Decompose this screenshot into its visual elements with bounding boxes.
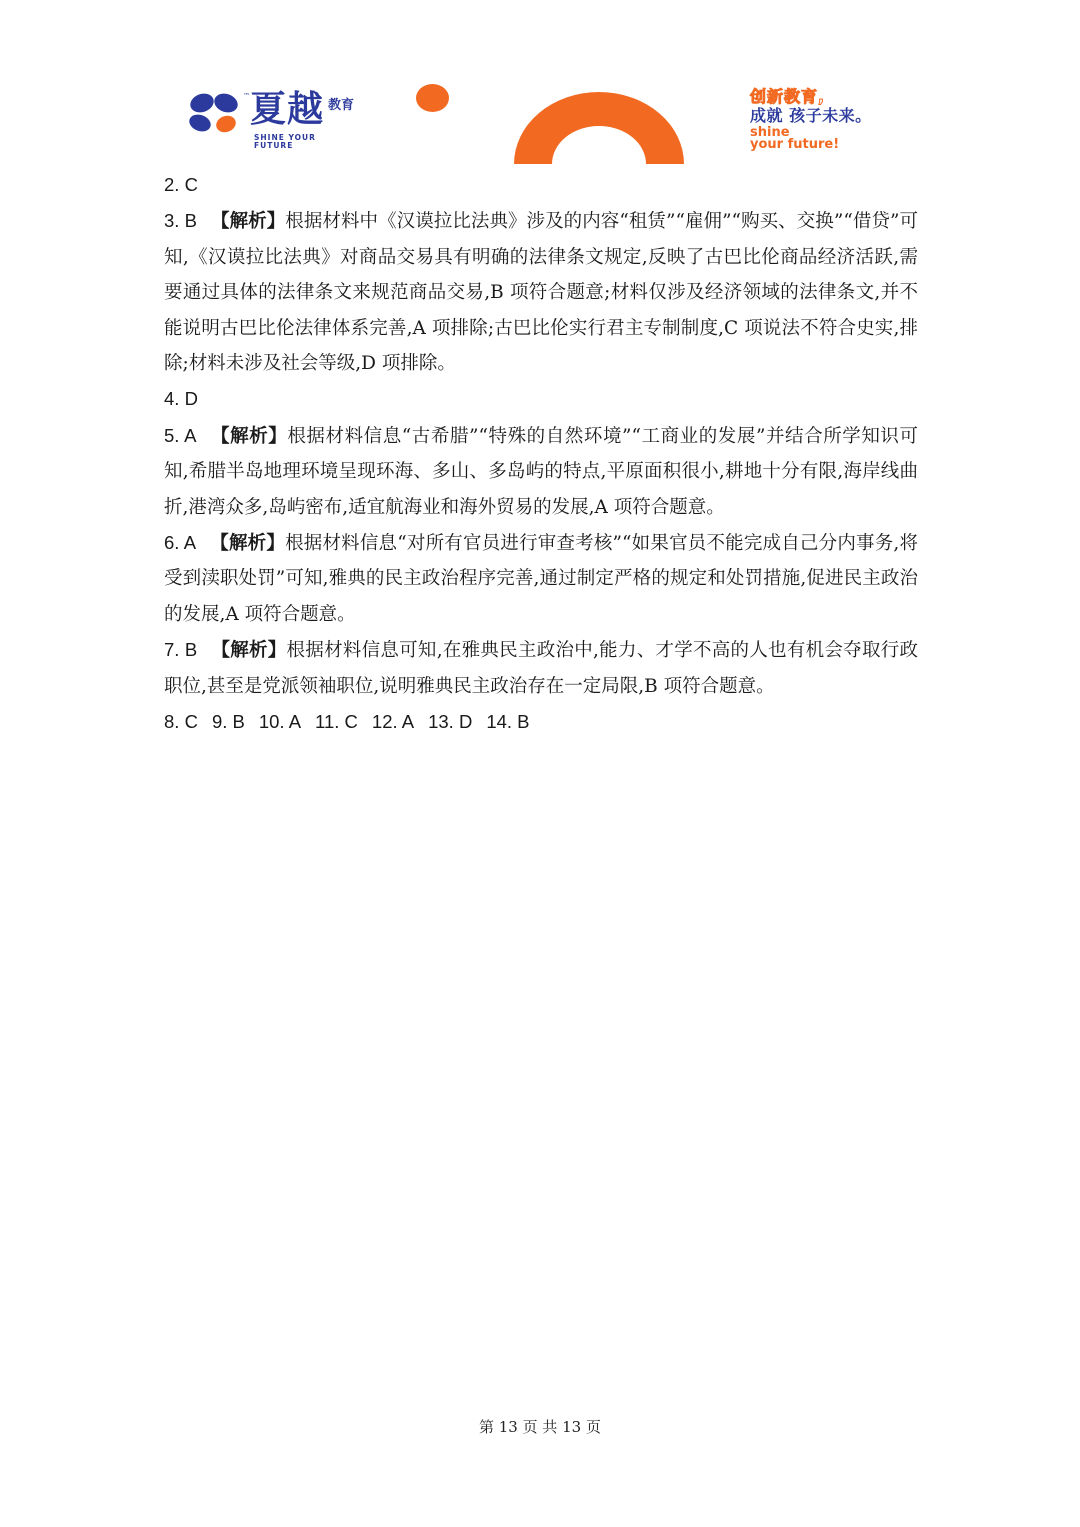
answer-number: 2. C bbox=[164, 174, 198, 195]
answer-number: 10. A bbox=[258, 711, 302, 733]
analysis-tag: 【解析】 bbox=[210, 533, 286, 555]
analysis-text: 根据材料信息可知,在雅典民主政治中,能力、才学不高的人也有机会夺取行政职位,甚至是党派领袖职位,说明雅典民主政治存在一定局限,B 项符合题意。 bbox=[164, 640, 918, 697]
brand-subtitle: 教育 bbox=[328, 98, 355, 113]
analysis-tag: 【解析】 bbox=[210, 425, 288, 447]
trademark-mark: ™ bbox=[243, 92, 250, 100]
answer-item bbox=[164, 418, 918, 525]
answer-item bbox=[164, 203, 918, 381]
brand-name: 夏越 bbox=[250, 89, 325, 130]
analysis-text: 根据材料中《汉谟拉比法典》涉及的内容“租赁”“雇佣”“购买、交换”“借贷”可知,《汉谟拉比法典》对商品交易具有明确的法律条文规定,反映了古巴比伦商品经济活跃,需要通过具体的法律条文来规范商品交易,B 项符合题意;材料仅涉及经济领域的法律条文,并不能说明古巴比伦法律体系完善,A 项排除;古巴比伦实行君主专制制度,C 项说法不符合史实,排除;材料未涉及社会等级,D 项排除。 bbox=[164, 211, 918, 375]
analysis-tag: 【解析】 bbox=[210, 211, 286, 233]
analysis-text: 根据材料信息“对所有官员进行审查考核”“如果官员不能完成自己分内事务,将受到渎职处罚”可知,雅典的民主政治程序完善,通过制定严格的规定和处罚措施,促进民主政治的发展,A 项符合题意。 bbox=[164, 533, 918, 625]
answer-number: 8. C bbox=[164, 711, 198, 733]
answer-number: 7. B bbox=[164, 639, 198, 661]
decorative-dot bbox=[416, 84, 449, 112]
answer-number: 9. B bbox=[211, 711, 245, 733]
answer-number: 13. D bbox=[428, 711, 473, 733]
answer-content bbox=[164, 167, 918, 740]
flower-logo-icon bbox=[188, 92, 240, 134]
answer-number: 5. A bbox=[164, 424, 197, 446]
answer-number: 14. B bbox=[486, 711, 530, 733]
answer-row bbox=[164, 704, 918, 739]
answer-item bbox=[164, 381, 918, 417]
slogan-line-3: shine bbox=[750, 125, 790, 140]
brand-logo bbox=[188, 88, 388, 154]
page-header bbox=[0, 0, 1080, 170]
slogan-line-2: 成就 孩子未来。 bbox=[750, 106, 872, 125]
answer-number: 4. D bbox=[164, 388, 198, 410]
decorative-arch bbox=[514, 92, 684, 164]
slogan-block bbox=[750, 88, 920, 158]
answer-number: 3. B bbox=[164, 210, 197, 232]
answer-item bbox=[164, 525, 918, 632]
answer-number: 11. C bbox=[315, 711, 358, 733]
answer-number: 6. A bbox=[164, 532, 197, 554]
answer-item bbox=[164, 632, 918, 704]
page-footer: 第 13 页 共 13 页 bbox=[478, 1418, 601, 1436]
analysis-text: 根据材料信息“古希腊”“特殊的自然环境”“工商业的发展”并结合所学知识可知,希腊半岛地理环境呈现环海、多山、多岛屿的特点,平原面积很小,耕地十分有限,海岸线曲折,港湾众多,岛屿密布,适宜航海业和海外贸易的发展,A 项符合题意。 bbox=[164, 425, 918, 518]
answer-number: 12. A bbox=[371, 711, 415, 733]
slogan-line-4: your future! bbox=[750, 137, 840, 152]
brand-slogan: SHINE YOUR FUTURE bbox=[254, 133, 316, 150]
answer-item bbox=[164, 167, 918, 203]
slogan-line-1: 创新教育, bbox=[750, 87, 826, 106]
analysis-tag: 【解析】 bbox=[211, 640, 287, 662]
